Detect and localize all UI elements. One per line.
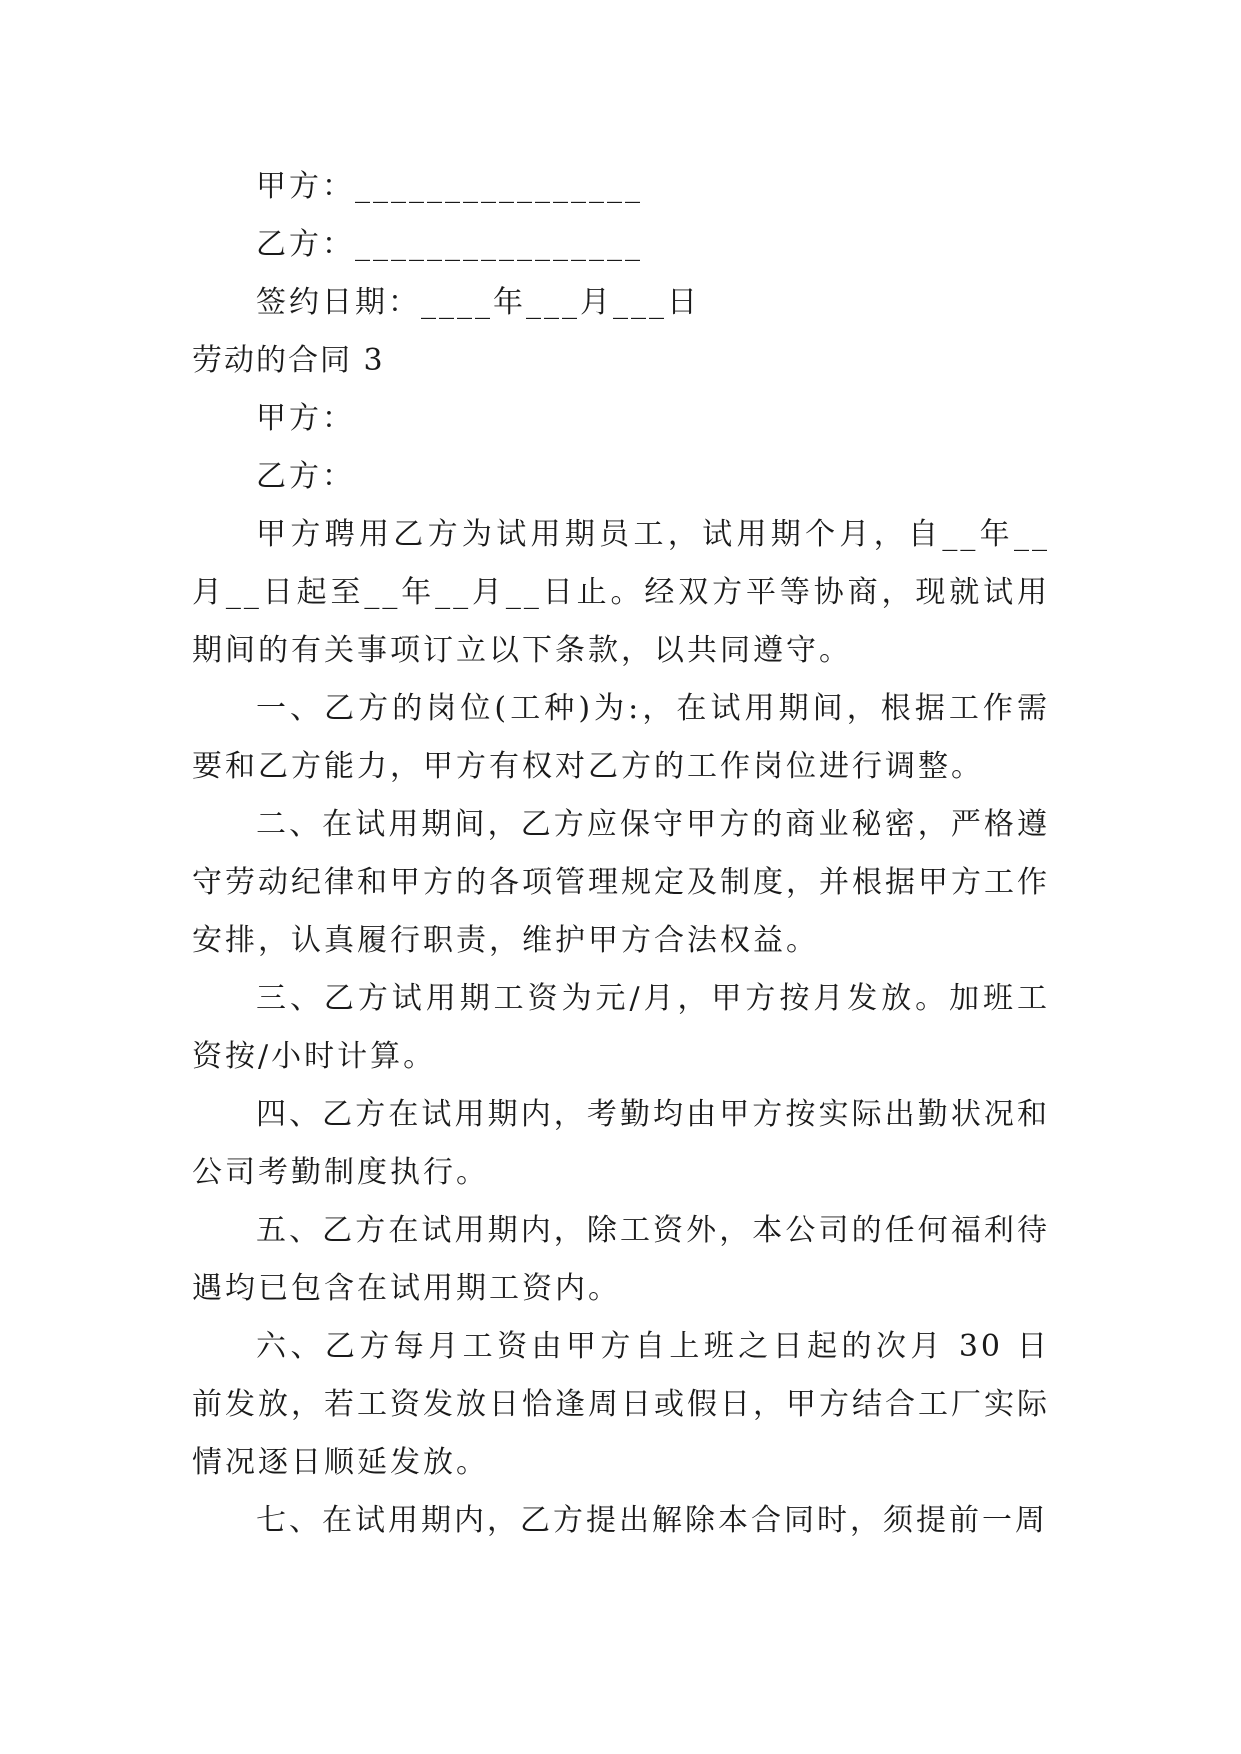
section-title: 劳动的合同 3 xyxy=(192,343,385,378)
signature-party-a: 甲方：________________ xyxy=(256,169,643,204)
clause-2: 二、在试用期间，乙方应保守甲方的商业秘密，严格遵守劳动纪律和甲方的各项管理规定及制度，并根据甲方工作安排，认真履行职责，维护甲方合法权益。 xyxy=(192,807,1050,958)
signature-date: 签约日期：____年___月___日 xyxy=(256,285,700,320)
clause-3: 三、乙方试用期工资为元/月，甲方按月发放。加班工资按/小时计算。 xyxy=(192,981,1050,1074)
document-body xyxy=(192,158,1050,1550)
clause-1: 一、乙方的岗位(工种)为:，在试用期间，根据工作需要和乙方能力，甲方有权对乙方的工作岗位进行调整。 xyxy=(192,691,1050,784)
intro-paragraph: 甲方聘用乙方为试用期员工，试用期个月，自__年__月__日起至__年__月__日止。经双方平等协商，现就试用期间的有关事项订立以下条款，以共同遵守。 xyxy=(192,517,1050,668)
clause-6: 六、乙方每月工资由甲方自上班之日起的次月 30 日前发放，若工资发放日恰逢周日或假日，甲方结合工厂实际情况逐日顺延发放。 xyxy=(192,1329,1050,1480)
signature-party-b: 乙方：________________ xyxy=(256,227,643,262)
party-a-label: 甲方： xyxy=(256,401,355,436)
clause-7: 七、在试用期内，乙方提出解除本合同时，须提前一周 xyxy=(256,1503,1048,1538)
party-b-label: 乙方： xyxy=(256,459,355,494)
clause-5: 五、乙方在试用期内，除工资外，本公司的任何福利待遇均已包含在试用期工资内。 xyxy=(192,1213,1050,1306)
clause-4: 四、乙方在试用期内，考勤均由甲方按实际出勤状况和公司考勤制度执行。 xyxy=(192,1097,1050,1190)
